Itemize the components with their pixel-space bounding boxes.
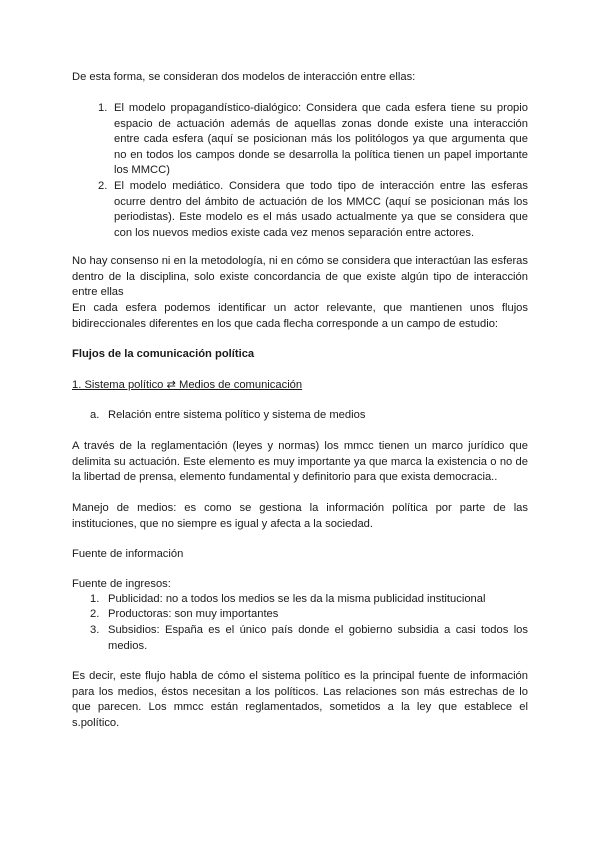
model-item-2 — [98, 179, 528, 241]
subsection-title: 1. Sistema político ⇄ Medios de comunicación — [72, 379, 303, 391]
list-number: 3. — [90, 624, 100, 636]
list-text: Productoras: son muy importantes — [108, 608, 279, 620]
intro-paragraph: De esta forma, se consideran dos modelos de interacción entre ellas: — [72, 71, 416, 83]
actors-paragraph: En cada esfera podemos identificar un actor relevante, que mantienen unos flujos bidireccionales diferentes en los que cada flecha corresponde a un campo de estudio: — [72, 302, 528, 330]
sub-item-a — [90, 408, 520, 424]
list-number: 1. — [90, 593, 100, 605]
list-text: El modelo mediático. Considera que todo tipo de interacción entre las esferas ocurre dentro del ámbito de actuación de los MMCC (aquí se posicionan más los periodistas). Este modelo es el más usado actualmente ya que se considera que con los nuevos medios existe cada vez menos separación entre actores. — [114, 180, 528, 239]
regulation-paragraph: A través de la reglamentación (leyes y normas) los mmcc tienen un marco jurídico que delimita su actuación. Este elemento es muy importante ya que marca la existencia o no de la libertad de prensa, elemento fundamental y definitorio para que exista democracia.. — [72, 440, 528, 484]
list-text: Publicidad: no a todos los medios se les da la misma publicidad institucional — [108, 593, 486, 605]
list-number: 2. — [98, 180, 108, 192]
income-item-3 — [90, 623, 528, 654]
list-text: Relación entre sistema político y sistema de medios — [108, 409, 366, 421]
conclusion-paragraph: Es decir, este flujo habla de cómo el sistema político es la principal fuente de información para los medios, éstos necesitan a los políticos. Las relaciones son más estrechas de lo que parecen. Los mmcc están reglamentados, sometidos a la ley que establece el s.político. — [72, 670, 528, 729]
income-source-heading: Fuente de ingresos: — [72, 578, 171, 590]
income-item-1 — [90, 592, 528, 608]
list-text: Subsidios: España es el único país donde el gobierno subsidia a casi todos los medios. — [108, 624, 528, 652]
model-item-1 — [98, 101, 528, 179]
list-letter: a. — [90, 409, 100, 421]
income-item-2 — [90, 607, 528, 623]
list-text: El modelo propagandístico-dialógico: Considera que cada esfera tiene su propio espacio de actuación además de aquellas zonas donde existe una interacción entre cada esfera (aquí se posicionan más los politólogos ya que argumenta que no en todos los campos donde se desarrolla la política tienen un papel importante los MMCC) — [114, 102, 528, 177]
media-management-paragraph: Manejo de medios: es como se gestiona la información política por parte de las instituciones, que no siempre es igual y afecta a la sociedad. — [72, 502, 528, 530]
list-number: 1. — [98, 102, 108, 114]
consensus-paragraph: No hay consenso ni en la metodología, ni en cómo se considera que interactúan las esferas dentro de la disciplina, solo existe concordancia de que existe algún tipo de interacción entre ellas — [72, 255, 528, 299]
info-source-paragraph: Fuente de información — [72, 548, 184, 560]
section-heading: Flujos de la comunicación política — [72, 348, 255, 360]
list-number: 2. — [90, 608, 100, 620]
